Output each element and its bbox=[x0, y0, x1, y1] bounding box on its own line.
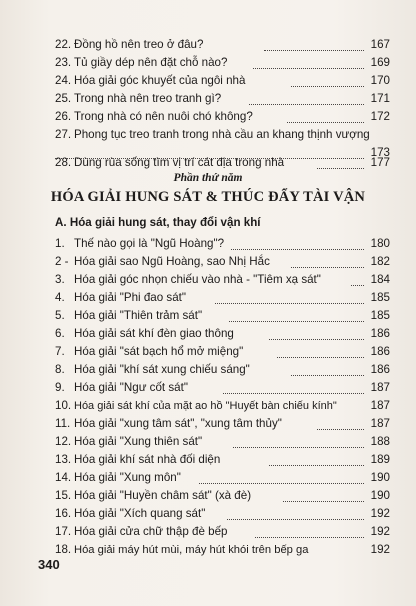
toc-entry-title: Trong nhà có nên nuôi chó không? bbox=[74, 110, 253, 123]
toc-entry bbox=[55, 325, 390, 343]
toc-entry-title: Hóa giải "Xung thiên sát" bbox=[74, 435, 203, 448]
toc-entry bbox=[55, 235, 390, 253]
toc-entry-number: 11. bbox=[55, 417, 71, 430]
toc-entry bbox=[55, 487, 390, 505]
toc-entry-number: 14. bbox=[55, 471, 72, 484]
toc-entry-number: 8. bbox=[55, 363, 65, 376]
toc-leader-dots bbox=[317, 428, 364, 430]
toc-entry bbox=[55, 433, 390, 451]
toc-entry-number: 25. bbox=[55, 92, 72, 105]
toc-leader-dots bbox=[233, 446, 364, 448]
toc-entry-number: 3. bbox=[55, 273, 65, 286]
toc-entry-title: Hóa giải "Phi đao sát" bbox=[74, 291, 186, 304]
toc-entry-page: 173 bbox=[370, 146, 390, 159]
toc-entry bbox=[55, 90, 390, 108]
toc-entry-title: Hóa giải "Ngư cốt sát" bbox=[74, 381, 188, 394]
page-number: 340 bbox=[38, 557, 60, 572]
toc-entry bbox=[55, 469, 390, 487]
toc-entry-title: Hóa giải "Huyền châm sát" (xà đè) bbox=[74, 489, 252, 502]
toc-entry-page: 192 bbox=[370, 525, 390, 538]
toc-entry-title: Đồng hồ nên treo ở đâu? bbox=[74, 38, 204, 51]
toc-entry-page: 185 bbox=[370, 309, 390, 322]
subsection-heading: A. Hóa giải hung sát, thay đổi vận khí bbox=[55, 216, 261, 229]
toc-entry-title: Hóa giải góc nhọn chiếu vào nhà - "Tiêm xạ sát" bbox=[74, 273, 321, 286]
toc-leader-dots bbox=[287, 121, 364, 123]
toc-entry-title: Hóa giải "Thiên trảm sát" bbox=[74, 309, 203, 322]
toc-entry-page: 192 bbox=[370, 543, 390, 556]
toc-entry-number: 2 - bbox=[55, 255, 69, 268]
toc-entry-page: 169 bbox=[370, 56, 390, 69]
toc-entry-page: 185 bbox=[370, 291, 390, 304]
toc-entry-title: Hóa giải khí sát nhà đối diện bbox=[74, 453, 221, 466]
toc-entry-page: 180 bbox=[370, 237, 390, 250]
toc-leader-dots bbox=[291, 85, 364, 87]
toc-entry-title: Thế nào gọi là "Ngũ Hoàng"? bbox=[74, 237, 225, 250]
toc-entry bbox=[55, 361, 390, 379]
toc-entry bbox=[55, 36, 390, 54]
toc-entry-page: 186 bbox=[370, 363, 390, 376]
toc-entry-number: 24. bbox=[55, 74, 72, 87]
toc-entry bbox=[55, 523, 390, 541]
toc-leader-dots bbox=[317, 167, 364, 169]
toc-entry-page: 186 bbox=[370, 345, 390, 358]
toc-entry-page: 184 bbox=[370, 273, 390, 286]
toc-entry-number: 28. bbox=[55, 156, 72, 169]
toc-leader-dots bbox=[253, 67, 364, 69]
toc-entry-number: 26. bbox=[55, 110, 72, 123]
toc-entry-page: 186 bbox=[370, 327, 390, 340]
toc-entry-title: Hóa giải sát khí đèn giao thông bbox=[74, 327, 234, 340]
toc-entry bbox=[55, 343, 390, 361]
toc-leader-dots bbox=[269, 464, 364, 466]
toc-entry-page: 187 bbox=[370, 417, 390, 430]
toc-leader-dots bbox=[223, 392, 364, 394]
toc-entry-number: 5. bbox=[55, 309, 65, 322]
toc-entry-number: 22. bbox=[55, 38, 72, 51]
toc-leader-dots bbox=[231, 248, 364, 250]
toc-entry-title: Tủ giầy dép nên đặt chỗ nào? bbox=[74, 56, 228, 69]
toc-leader-dots bbox=[229, 320, 364, 322]
toc-entry bbox=[55, 415, 390, 433]
toc-entry bbox=[55, 505, 390, 523]
toc-entry bbox=[55, 54, 390, 72]
toc-entry-title: Phong tục treo tranh trong nhà cầu an khang thịnh vượng bbox=[74, 128, 370, 141]
toc-leader-dots bbox=[283, 500, 364, 502]
toc-entry-page: 189 bbox=[370, 453, 390, 466]
toc-leader-dots bbox=[255, 536, 364, 538]
toc-entry-title: Hóa giải "Xích quang sát" bbox=[74, 507, 206, 520]
toc-entry bbox=[55, 379, 390, 397]
toc-entry-page: 190 bbox=[370, 471, 390, 484]
toc-entry-title: Hóa giải "xung tâm sát", "xung tâm thủy" bbox=[74, 417, 282, 430]
toc-entry-title: Dùng rùa sống tìm vị trí cát địa trong nhà bbox=[74, 156, 285, 169]
toc-entry-number: 4. bbox=[55, 291, 65, 304]
toc-entry-number: 23. bbox=[55, 56, 72, 69]
toc-entry-page: 182 bbox=[370, 255, 390, 268]
toc-entry-number: 7. bbox=[55, 345, 65, 358]
toc-entry-number: 18. bbox=[55, 543, 72, 556]
toc-leader-dots bbox=[269, 338, 364, 340]
toc-leader-dots bbox=[291, 266, 364, 268]
toc-entry-number: 27. bbox=[55, 128, 72, 141]
toc-entry-page: 172 bbox=[370, 110, 390, 123]
toc-entry-page: 170 bbox=[370, 74, 390, 87]
toc-entry bbox=[55, 154, 390, 172]
toc-leader-dots bbox=[277, 356, 364, 358]
toc-entry-page: 190 bbox=[370, 489, 390, 502]
toc-entry-page: 187 bbox=[370, 381, 390, 394]
toc-leader-dots bbox=[249, 103, 364, 105]
toc-entry-number: 10. bbox=[55, 399, 72, 412]
toc-entry bbox=[55, 307, 390, 325]
toc-entry bbox=[55, 451, 390, 469]
toc-entry bbox=[55, 108, 390, 126]
toc-leader-dots bbox=[264, 49, 364, 51]
toc-entry-title: Hóa giải cửa chữ thập đè bếp bbox=[74, 525, 228, 538]
toc-entry-number: 9. bbox=[55, 381, 65, 394]
toc-entry bbox=[55, 72, 390, 90]
toc-entry-page: 187 bbox=[370, 399, 390, 412]
toc-entry-title: Hóa giải "Xung môn" bbox=[74, 471, 181, 484]
toc-leader-dots bbox=[215, 302, 364, 304]
section-label: Phần thứ năm bbox=[173, 172, 243, 184]
toc-entry bbox=[55, 271, 390, 289]
toc-entry-page: 192 bbox=[370, 507, 390, 520]
toc-entry-title: Trong nhà nên treo tranh gì? bbox=[74, 92, 222, 105]
toc-entry-title: Hóa giải "khí sát xung chiếu sáng" bbox=[74, 363, 250, 376]
toc-entry-page: 177 bbox=[370, 156, 390, 169]
toc-entry-page: 188 bbox=[370, 435, 390, 448]
toc-entry bbox=[55, 289, 390, 307]
toc-entry bbox=[55, 253, 390, 271]
toc-leader-dots bbox=[351, 284, 364, 286]
toc-leader-dots bbox=[291, 374, 364, 376]
toc-entry-page: 171 bbox=[370, 92, 390, 105]
toc-entry bbox=[55, 397, 390, 415]
toc-entry-title: Hóa giải góc khuyết của ngôi nhà bbox=[74, 74, 246, 87]
toc-entry-title: Hóa giải "sát bạch hổ mở miệng" bbox=[74, 345, 244, 358]
toc-leader-dots bbox=[227, 518, 364, 520]
toc-entry-number: 15. bbox=[55, 489, 72, 502]
section-title: HÓA GIẢI HUNG SÁT & THÚC ĐẨY TÀI VẬN bbox=[50, 189, 366, 205]
toc-entry-number: 6. bbox=[55, 327, 65, 340]
toc-entry-page: 167 bbox=[370, 38, 390, 51]
toc-entry-title: Hóa giải sao Ngũ Hoàng, sao Nhị Hắc bbox=[74, 255, 270, 268]
toc-entry-number: 13. bbox=[55, 453, 72, 466]
toc-entry-number: 1. bbox=[55, 237, 65, 250]
toc-entry-number: 16. bbox=[55, 507, 72, 520]
toc-entry-title: Hóa giải máy hút mùi, máy hút khói trên bếp ga bbox=[74, 544, 309, 556]
toc-entry bbox=[55, 541, 390, 559]
toc-leader-dots bbox=[199, 482, 364, 484]
toc-entry-number: 17. bbox=[55, 525, 72, 538]
toc-entry-title: Hóa giải sát khí của mặt ao hồ "Huyết bàn chiếu kính" bbox=[74, 400, 337, 412]
toc-entry-number: 12. bbox=[55, 435, 72, 448]
